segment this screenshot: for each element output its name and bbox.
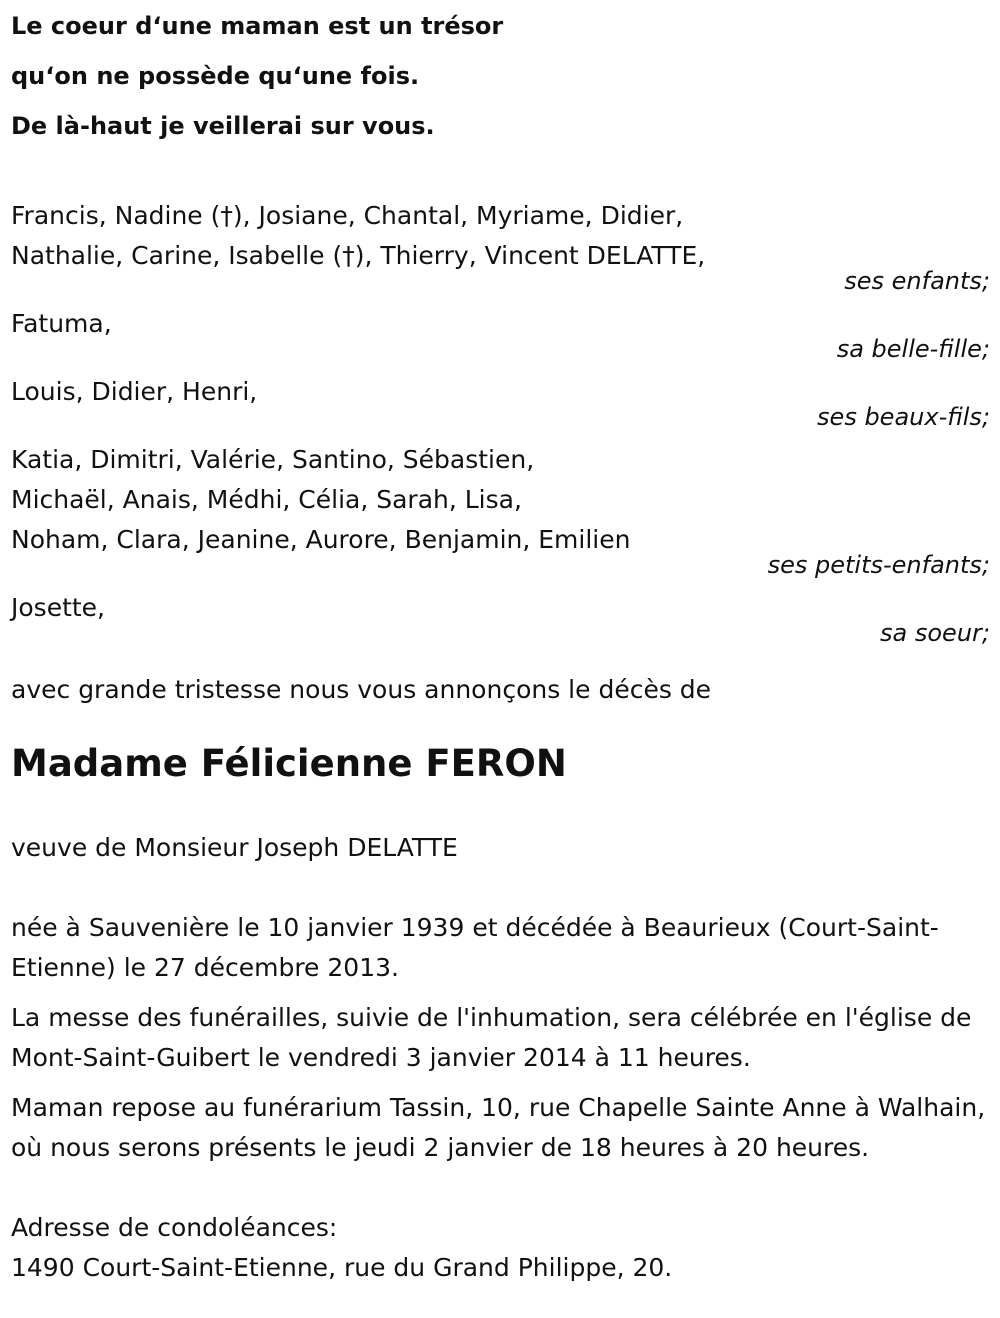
widow-of: veuve de Monsieur Joseph DELATTE	[11, 833, 458, 862]
quote-line: Le coeur d‘une maman est un trésor	[11, 12, 504, 40]
deceased-name: Madame Félicienne FERON	[11, 742, 567, 785]
family-grandchildren	[11, 440, 990, 578]
condolences-address: 1490 Court-Saint-Etienne, rue du Grand Philippe, 20.	[11, 1253, 673, 1282]
family-daughter-in-law	[11, 304, 990, 362]
quote-line: qu‘on ne possède qu‘une fois.	[11, 62, 420, 90]
family-role: sa belle-fille;	[836, 335, 990, 363]
quote-line: De là-haut je veillerai sur vous.	[11, 112, 435, 140]
family-line: Josette,	[11, 593, 106, 622]
family-line: Michaël, Anais, Médhi, Célia, Sarah, Lisa,	[11, 485, 522, 514]
spacer	[11, 151, 990, 196]
family-role: sa soeur;	[880, 619, 990, 647]
quote	[11, 1, 990, 151]
family-sister	[11, 588, 990, 646]
family-role: ses enfants;	[844, 267, 990, 295]
obituary-notice	[11, 0, 990, 1288]
family-line: Katia, Dimitri, Valérie, Santino, Sébastien,	[11, 445, 535, 474]
family-line: Francis, Nadine (†), Josiane, Chantal, Myriame, Didier,	[11, 201, 684, 230]
birth-death-paragraph: née à Sauvenière le 10 janvier 1939 et décédée à Beaurieux (Court-Saint-Etienne) le 27 décembre 2013.	[11, 913, 939, 982]
family-line: Nathalie, Carine, Isabelle (†), Thierry, Vincent DELATTE,	[11, 241, 706, 270]
funeral-paragraph: La messe des funérailles, suivie de l'inhumation, sera célébrée en l'église de Mont-Saint-Guibert le vendredi 3 janvier 2014 à 11 heures.	[11, 1003, 972, 1072]
funerarium-paragraph: Maman repose au funérarium Tassin, 10, rue Chapelle Sainte Anne à Walhain, où nous serons présents le jeudi 2 janvier de 18 heures à 20 heures.	[11, 1093, 986, 1162]
family-sons-in-law	[11, 372, 990, 430]
condolences-label: Adresse de condoléances:	[11, 1213, 338, 1242]
family-line: Noham, Clara, Jeanine, Aurore, Benjamin, Emilien	[11, 525, 631, 554]
family-line: Fatuma,	[11, 309, 112, 338]
family-line: Louis, Didier, Henri,	[11, 377, 258, 406]
family-role: ses petits-enfants;	[767, 551, 990, 579]
announcement: avec grande tristesse nous vous annonçons le décès de	[11, 675, 712, 704]
family-role: ses beaux-fils;	[817, 403, 990, 431]
family-children	[11, 196, 990, 294]
